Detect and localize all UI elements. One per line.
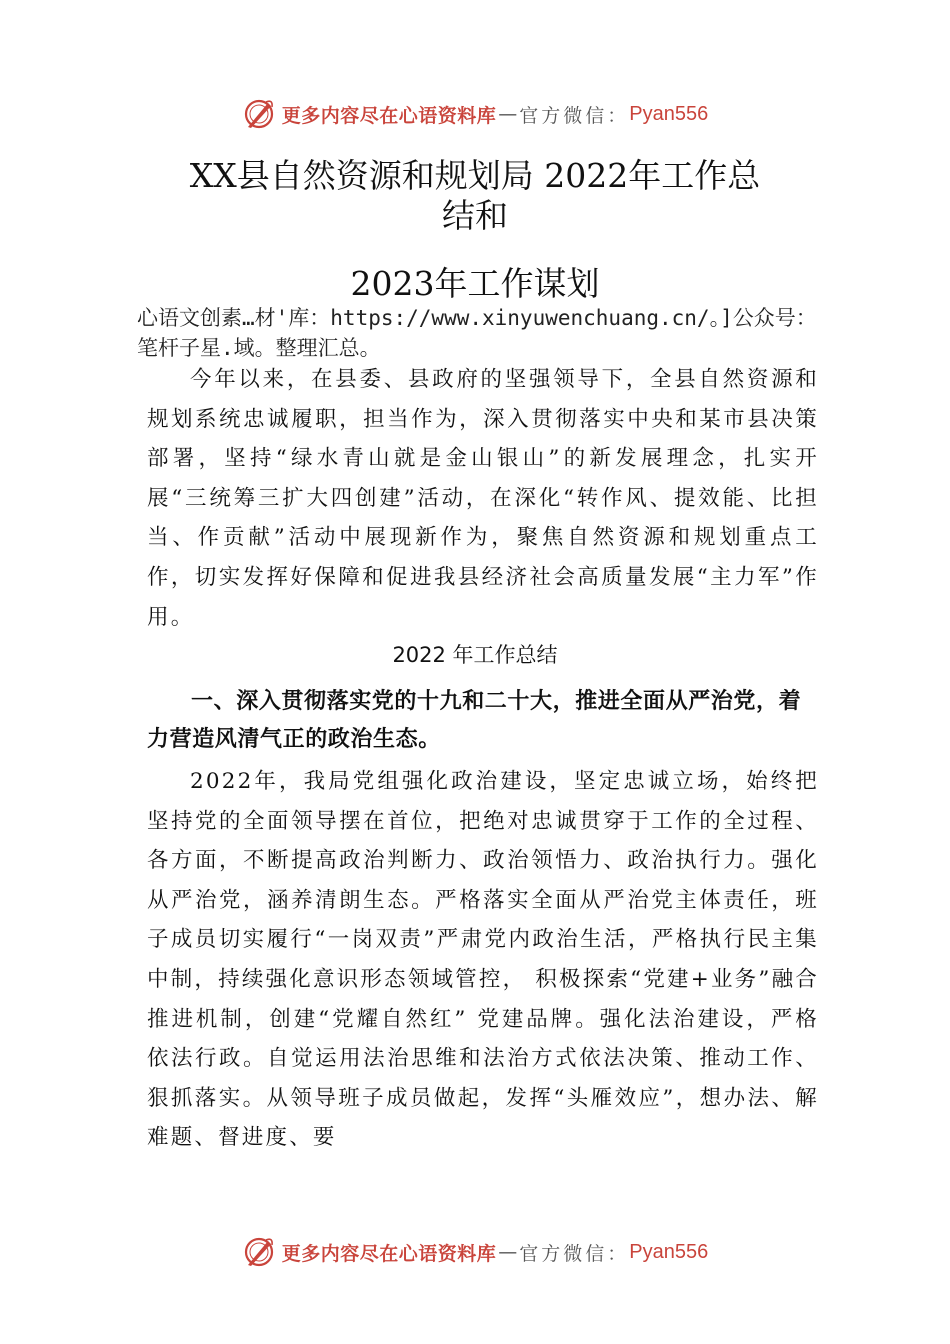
header-watermark-banner	[0, 94, 950, 134]
banner-slogan: 更多内容尽在心语资料库	[281, 1242, 497, 1265]
quill-seal-icon	[242, 1235, 276, 1269]
section-title: 2022 年工作总结	[392, 643, 558, 667]
banner-wechat-label: 官方微信：	[519, 104, 630, 127]
body-paragraph: 2022年，我局党组强化政治建设，坚定忠诚立场，始终把坚持党的全面领导摆在首位，把绝对忠诚贯穿于工作的全过程、各方面，不断提高政治判断力、政治领悟力、政治执行力。强化从严治党，涵养清朗生态。严格落实全面从严治党主体责任，班子成员切实履行“一岗双责”严肃党内政治生活，严格执行民主集中制，持续强化意识形态领域管控， 积极探索“党建+业务”融合推进机制，创建“党耀自然红” 党建品牌。强化法治建设，严格依法行政。自觉运用法治思维和法治方式依法决策、推动工作、狠抓落实。从领导班子成员做起，发挥“头雁效应”，想办法、解难题、督进度、要	[147, 769, 819, 1151]
banner-wechat-id: Pyan556	[629, 102, 709, 125]
document-title-line-3: 2023年工作谋划	[350, 264, 600, 303]
document-title-line-1: XX县自然资源和规划局 2022年工作总	[189, 156, 761, 195]
banner-wechat-label: 官方微信：	[519, 1242, 630, 1265]
heading-level-1: 一、深入贯彻落实党的十九和二十大，推进全面从严治党，着力营造风清气正的政治生态。	[147, 689, 802, 752]
banner-wechat-id: Pyan556	[629, 1240, 709, 1263]
quill-seal-icon	[242, 97, 276, 131]
banner-slogan: 更多内容尽在心语资料库	[281, 104, 497, 127]
footer-watermark-banner	[0, 1232, 950, 1272]
banner-separator: —	[498, 1241, 518, 1263]
banner-separator: —	[498, 103, 518, 125]
document-title-line-2: 结和	[442, 196, 508, 235]
source-note: 心语文创素…材'库：https://www.xinyuwenchuang.cn/。]公众号：笔杆子星.域。整理汇总。	[137, 306, 817, 360]
intro-paragraph: 今年以来，在县委、县政府的坚强领导下，全县自然资源和规划系统忠诚履职，担当作为，深入贯彻落实中央和某市县决策部署，坚持“绿水青山就是金山银山”的新发展理念，扎实开展“三统筹三扩大四创建”活动，在深化“转作风、提效能、比担当、作贡献”活动中展现新作为，聚焦自然资源和规划重点工作，切实发挥好保障和促进我县经济社会高质量发展“主力军”作用。	[147, 367, 819, 630]
